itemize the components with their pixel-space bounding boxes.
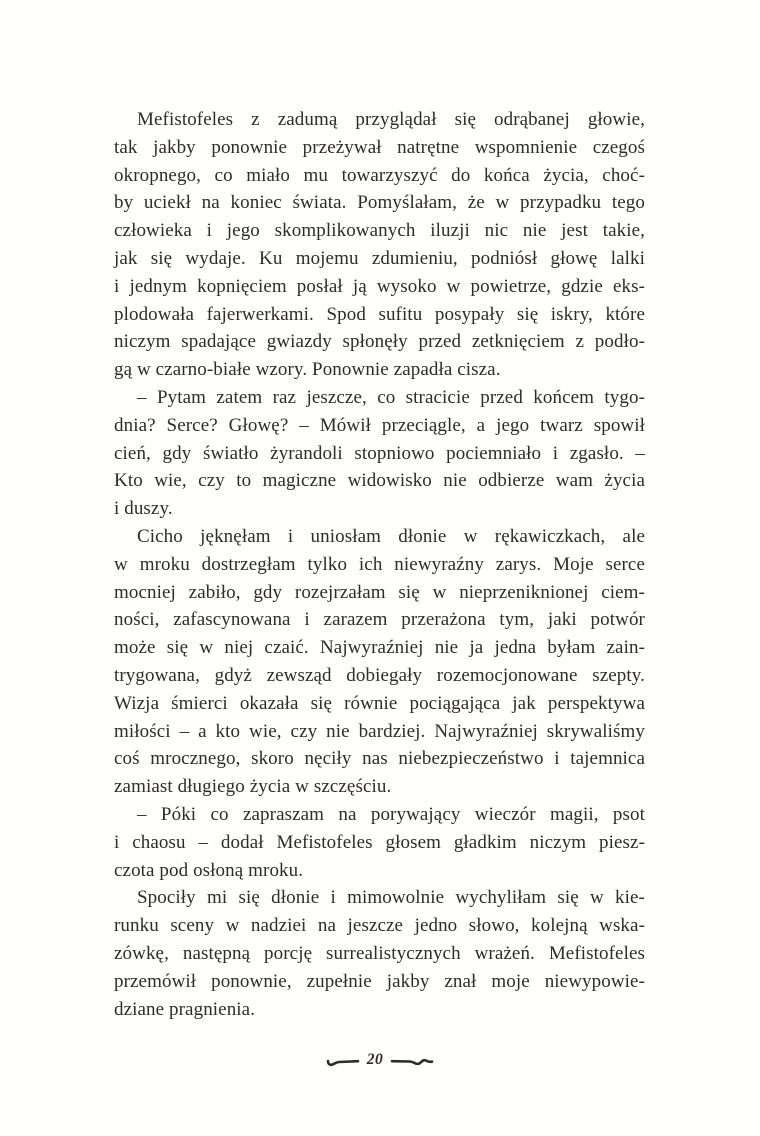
text-line: runku sceny w nadziei na jeszcze jedno słowo, kolejną wska- [114, 915, 645, 937]
text-line: zówkę, następną porcję surrealistycznych wrażeń. Mefistofeles [114, 942, 645, 964]
text-line: dnia? Serce? Głowę? – Mówił przeciągle, a jego twarz spowił [114, 414, 645, 436]
text-line: zamiast długiego życia w szczęściu. [114, 776, 392, 798]
text-line: Cicho jęknęłam i uniosłam dłonie w rękawiczkach, ale [137, 525, 645, 547]
flourish-left-icon [326, 1054, 360, 1068]
text-line: Kto wie, czy to magiczne widowisko nie odbierze wam życia [114, 470, 645, 492]
text-line: miłości – a kto wie, czy nie bardziej. Najwyraźniej skrywaliśmy [114, 720, 645, 742]
text-line: plodowała fajerwerkami. Spod sufitu posypały się iskry, które [114, 303, 645, 325]
text-line: człowieka i jego skomplikowanych iluzji nic nie jest takie, [114, 220, 645, 242]
text-line: tak jakby ponownie przeżywał natrętne wspomnienie czegoś [114, 136, 645, 158]
text-line: by uciekł na koniec świata. Pomyślałam, że w przypadku tego [114, 192, 645, 214]
text-line: niczym spadające gwiazdy spłonęły przed zetknięciem z podło- [114, 331, 645, 353]
text-line: Mefistofeles z zadumą przyglądał się odrąbanej głowie, [137, 109, 645, 130]
text-line: ności, zafascynowana i zarazem przerażona tym, jaki potwór [114, 609, 645, 631]
text-line: czota pod osłoną mroku. [114, 859, 304, 881]
text-line: cień, gdy światło żyrandoli stopniowo pociemniało i zgasło. – [114, 442, 645, 464]
page-footer [0, 1052, 760, 1070]
text-line: – Póki co zapraszam na porywający wieczór magii, psot [137, 803, 645, 825]
text-line: dziane pragnienia. [114, 998, 256, 1020]
body-text [114, 106, 645, 1023]
text-line: Wizja śmierci okazała się równie pociągająca jak perspektywa [114, 692, 645, 714]
text-line: Spociły mi się dłonie i mimowolnie wychyliłam się w kie- [137, 887, 645, 909]
text-line: przemówił ponownie, zupełnie jakby znał moje niewypowie- [114, 970, 645, 992]
text-line: – Pytam zatem raz jeszcze, co stracicie przed końcem tygo- [137, 386, 645, 408]
text-line: może się w niej czaić. Najwyraźniej nie ja jedna byłam zain- [114, 637, 645, 659]
text-line: i duszy. [114, 498, 173, 520]
text-line: mocniej zabiło, gdy rozejrzałam się w nieprzeniknionej ciem- [114, 581, 645, 603]
text-line: i jednym kopnięciem posłał ją wysoko w powietrze, gdzie eks- [114, 275, 645, 297]
text-line: i chaosu – dodał Mefistofeles głosem gładkim niczym piesz- [114, 831, 645, 853]
text-line: trygowana, gdyż zewsząd dobiegały rozemocjonowane szepty. [114, 664, 645, 686]
text-line: coś mrocznego, skoro nęciły nas niebezpieczeństwo i tajemnica [114, 748, 645, 770]
text-line: gą w czarno-białe wzory. Ponownie zapadła cisza. [114, 359, 501, 381]
text-line: jak się wydaje. Ku mojemu zdumieniu, podniósł głowę lalki [114, 247, 645, 269]
page-number: 20 [366, 1051, 384, 1068]
text-line: w mroku dostrzegłam tylko ich niewyraźny zarys. Moje serce [114, 553, 645, 575]
flourish-right-icon [390, 1054, 434, 1068]
text-line: okropnego, co miało mu towarzyszyć do końca życia, choć- [114, 164, 645, 186]
